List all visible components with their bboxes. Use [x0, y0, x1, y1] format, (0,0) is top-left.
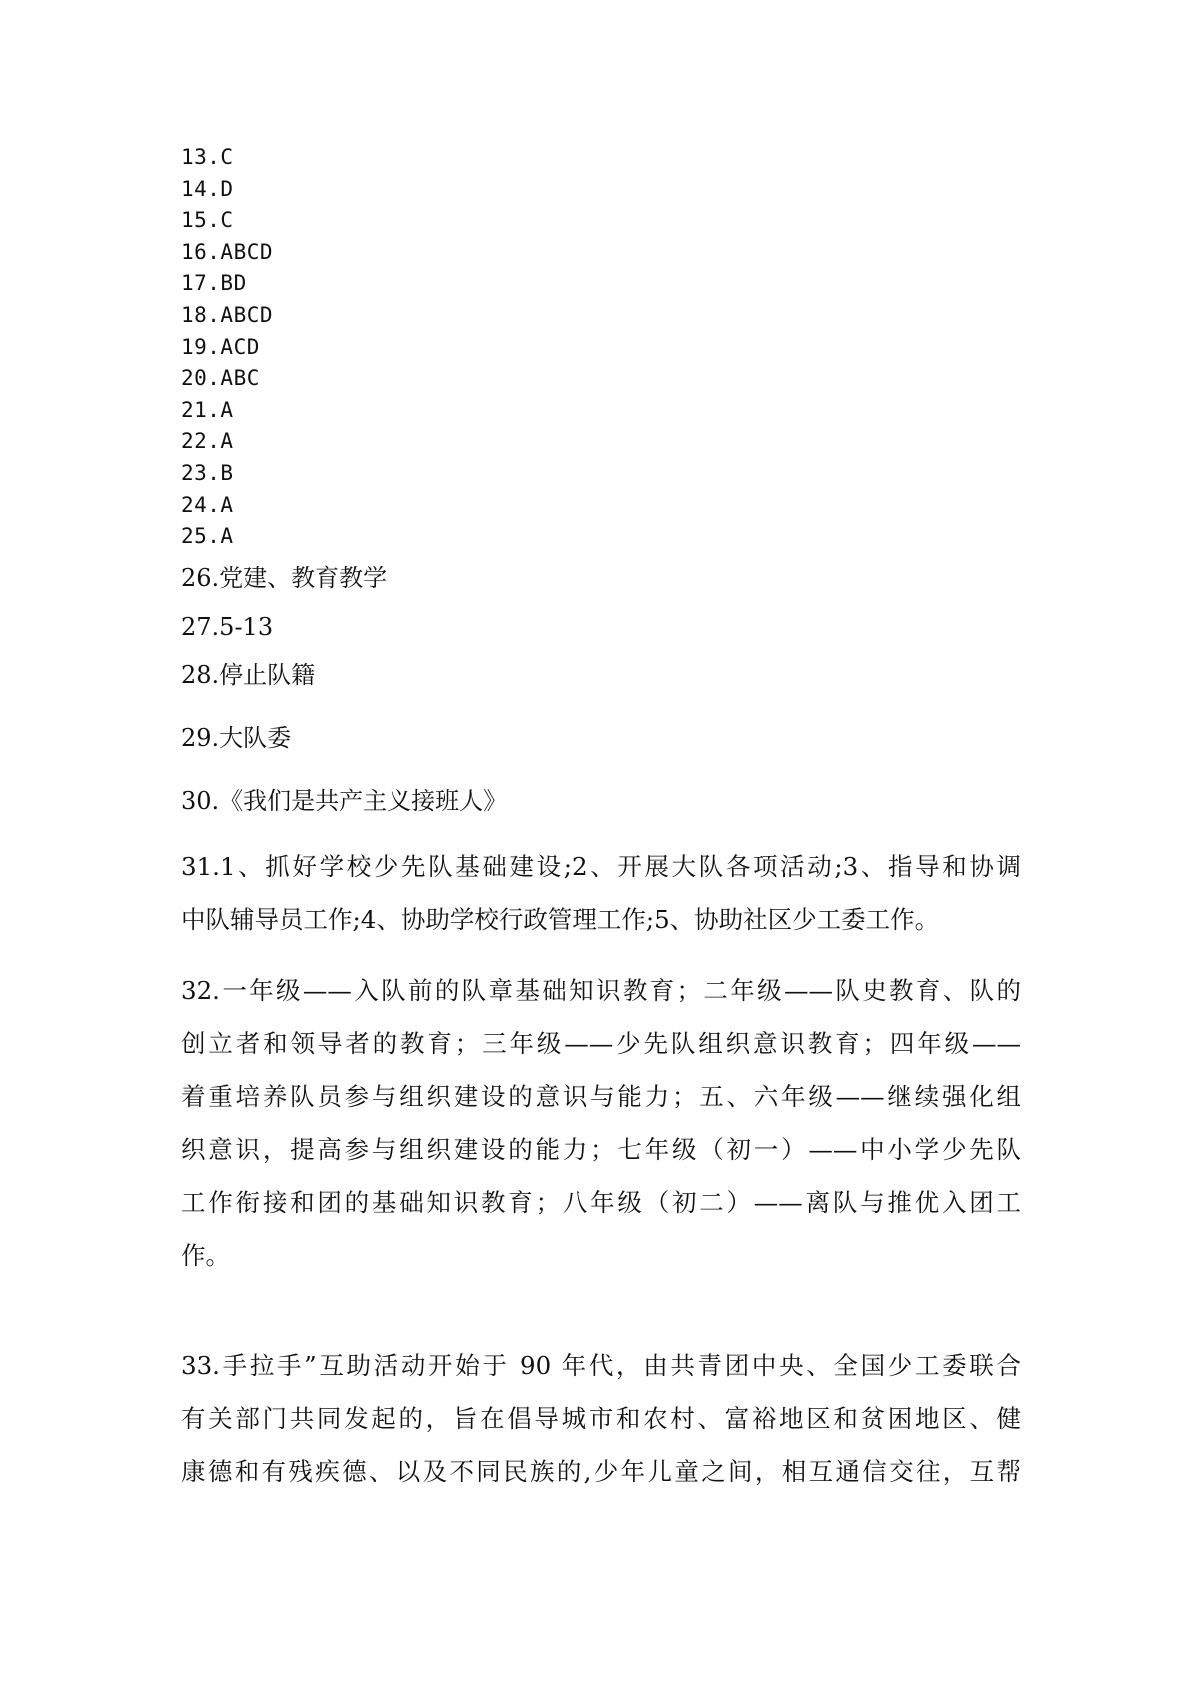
answer-21: 21.A [181, 397, 234, 422]
answer-30: 30.《我们是共产主义接班人》 [181, 787, 508, 815]
answer-31-line: 31.1、抓好学校少先队基础建设;2、开展大队各项活动;3、指导和协调 [181, 852, 1021, 881]
answer-32-line: 着重培养队员参与组织建设的意识与能力；五、六年级——继续强化组 [181, 1082, 1021, 1111]
answer-31-line: 中队辅导员工作;4、协助学校行政管理工作;5、协助社区少工委工作。 [181, 905, 940, 934]
answer-13: 13.C [181, 145, 234, 169]
answer-32-line: 作。 [181, 1241, 230, 1270]
answer-15: 15.C [181, 208, 234, 233]
answer-33-line: 有关部门共同发起的，旨在倡导城市和农村、富裕地区和贫困地区、健 [181, 1404, 1021, 1433]
answer-28: 28.停止队籍 [181, 661, 316, 689]
answer-32-line: 创立者和领导者的教育；三年级——少先队组织意识教育；四年级—— [181, 1029, 1021, 1058]
answer-33-line: 康德和有残疾德、以及不同民族的,少年儿童之间，相互通信交往，互帮 [181, 1457, 1021, 1486]
answer-31-paragraph [181, 840, 1021, 946]
answer-32-line: 工作衔接和团的基础知识教育；八年级（初二）——离队与推优入团工 [181, 1188, 1021, 1217]
answer-22: 22.A [181, 429, 234, 454]
choice-answer-list [181, 142, 581, 553]
answer-24: 24.A [181, 492, 234, 517]
answer-29: 29.大队委 [181, 724, 292, 752]
answer-32-line: 32.一年级——入队前的队章基础知识教育；二年级——队史教育、队的 [181, 976, 1021, 1005]
answer-32-paragraph [181, 964, 1021, 1282]
answer-16: 16.ABCD [181, 239, 274, 264]
answer-26: 26.党建、教育教学 [181, 564, 388, 592]
answer-33-paragraph [181, 1339, 1021, 1498]
answer-18: 18.ABCD [181, 302, 274, 327]
answer-33-line: 33.手拉手”互助活动开始于 90 年代，由共青团中央、全国少工委联合 [181, 1351, 1021, 1380]
answer-17: 17.BD [181, 271, 247, 296]
answer-25: 25.A [181, 524, 234, 549]
answer-32-line: 织意识，提高参与组织建设的能力；七年级（初一）——中小学少先队 [181, 1135, 1021, 1164]
answer-27: 27.5-13 [181, 613, 274, 641]
answer-23: 23.B [181, 460, 234, 485]
answer-19: 19.ACD [181, 334, 260, 359]
answer-20: 20.ABC [181, 366, 260, 391]
answer-14: 14.D [181, 176, 234, 201]
